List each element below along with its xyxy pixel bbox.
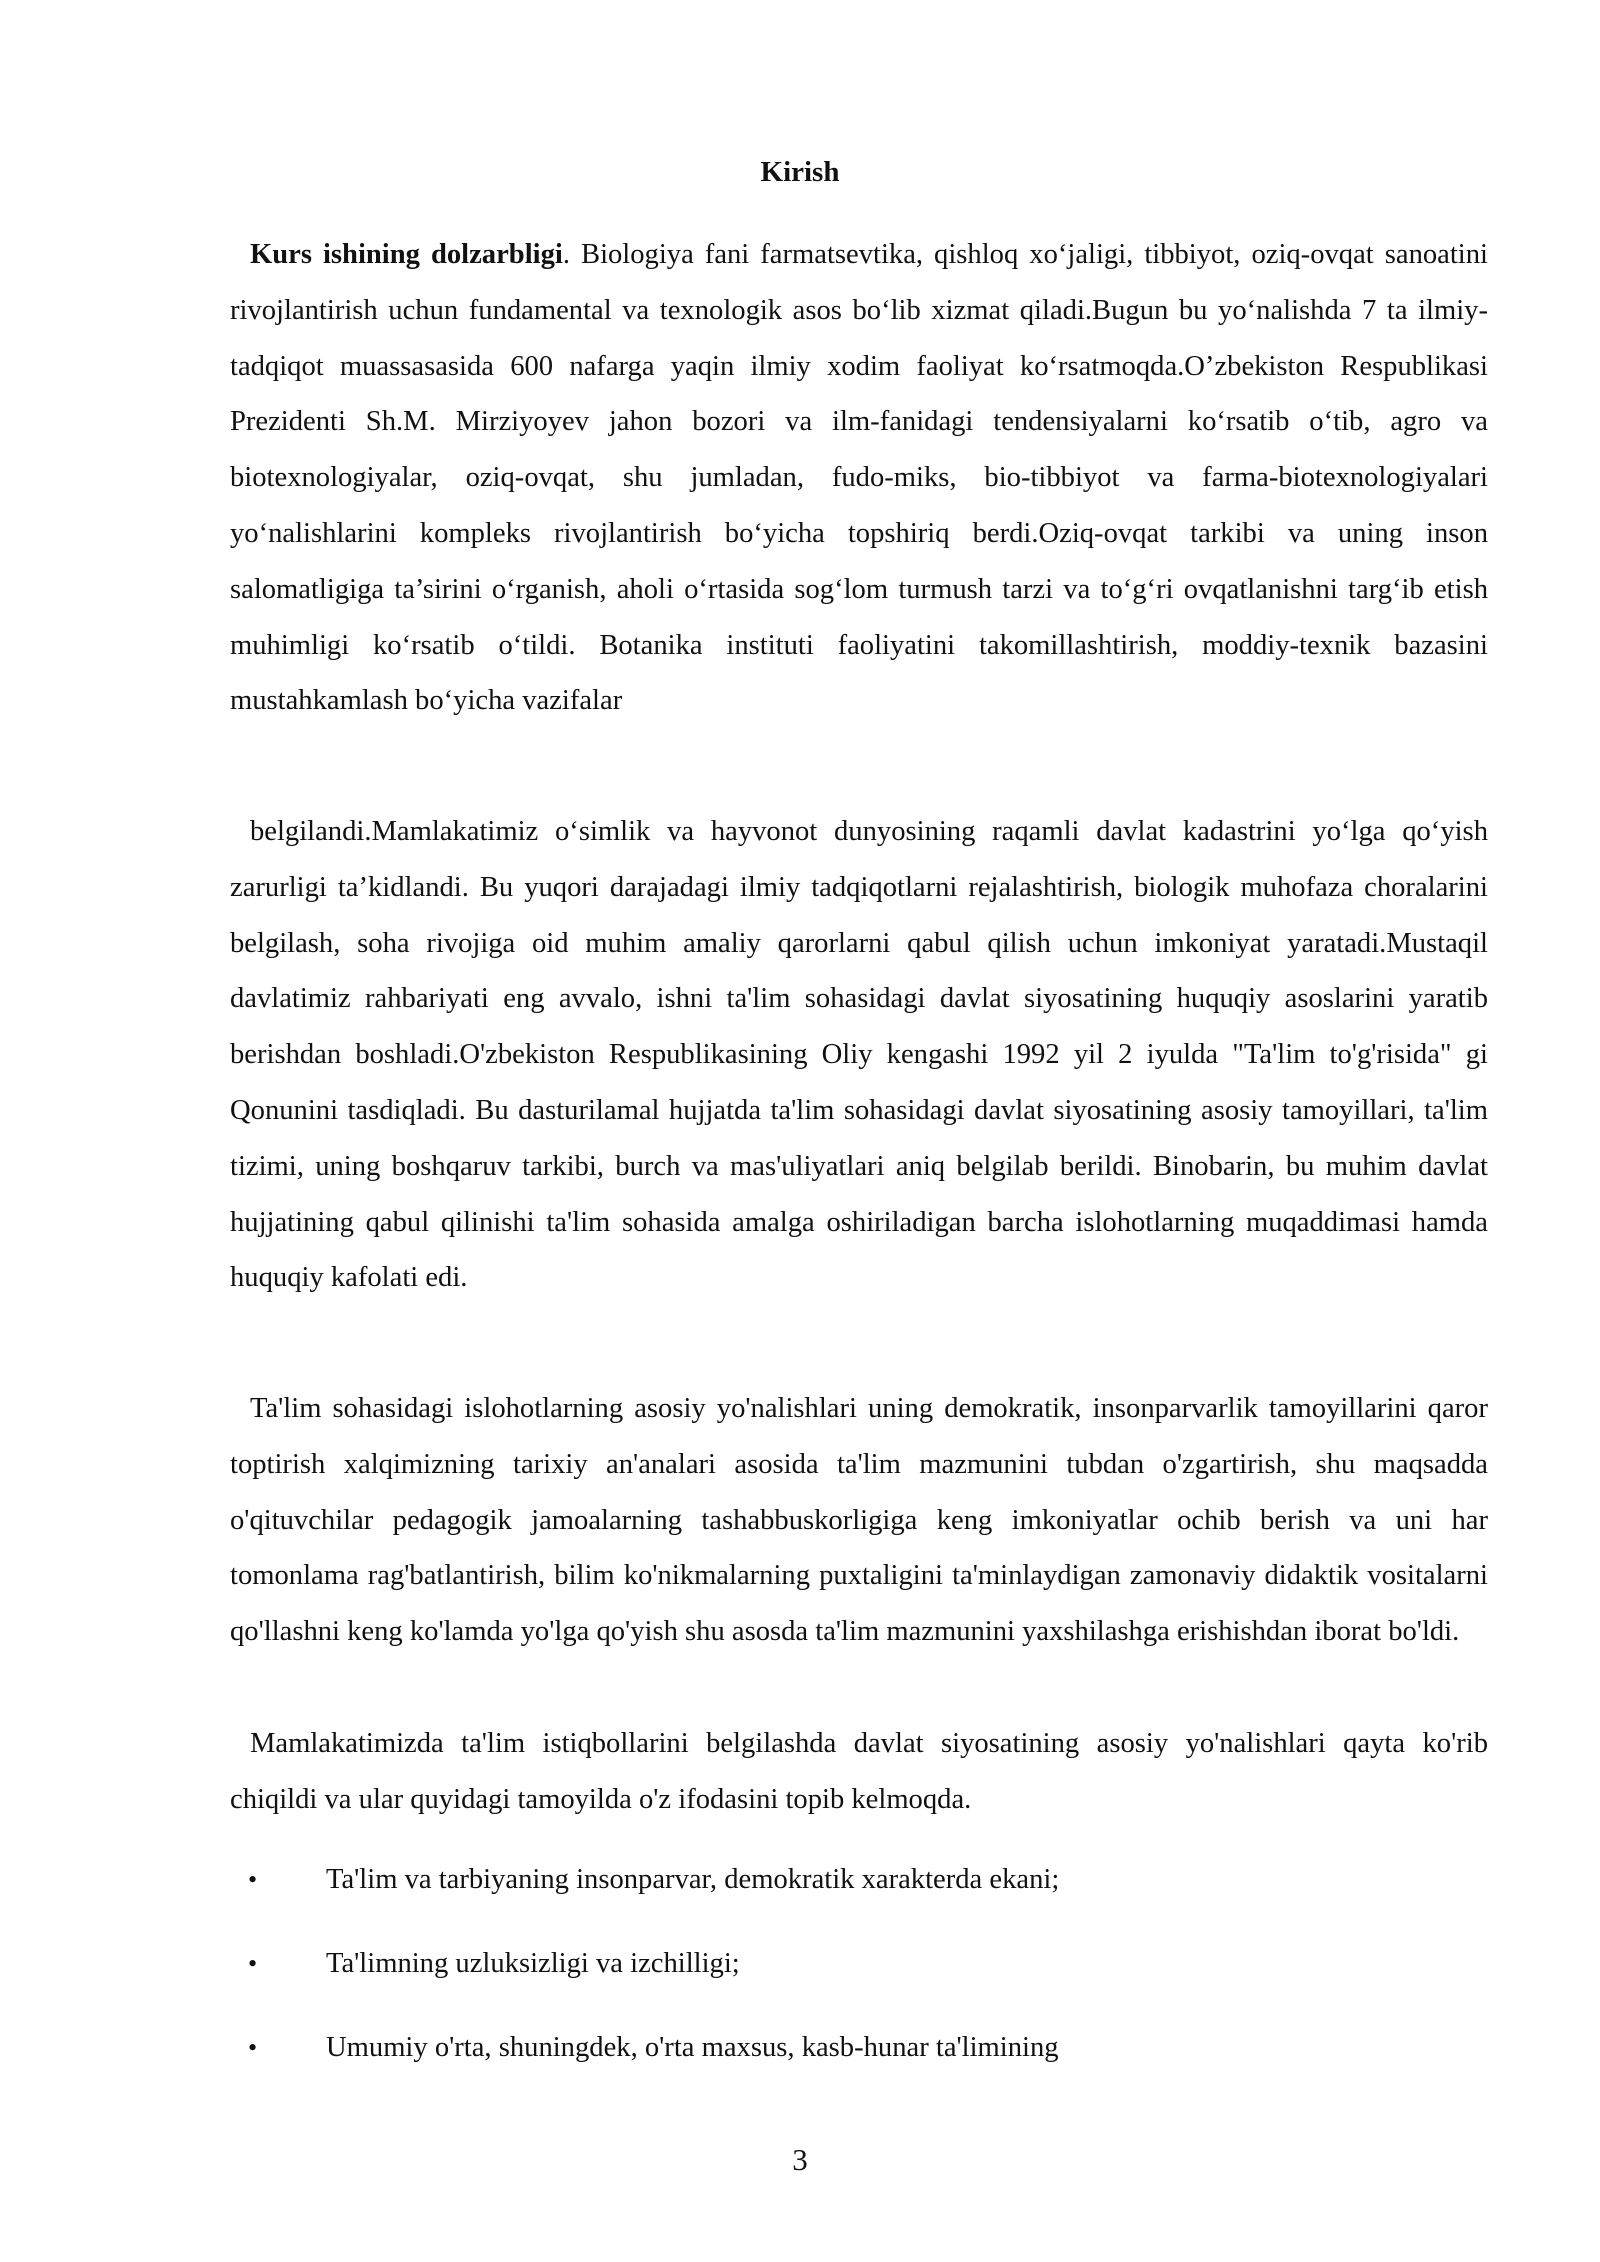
paragraph-text: Mamlakatimizda ta'lim istiqbollarini belgilashda davlat siyosatining asosiy yo'nalishlari qayta ko'rib chiqildi va ular quyidagi tamoyilda o'z ifodasini topib kelmoqda.	[230, 1728, 1488, 1815]
paragraph-education-policy	[230, 804, 1488, 1306]
bullet-icon: •	[248, 1949, 258, 1978]
paragraph-relevance	[230, 227, 1488, 729]
list-item-text: Umumiy o'rta, shuningdek, o'rta maxsus, kasb-hunar ta'limining	[326, 2032, 1059, 2063]
page-number: 3	[792, 2142, 808, 2177]
paragraph-text: . Biologiya fani farmatsevtika, qishloq xo‘jaligi, tibbiyot, oziq-ovqat sanoatini rivojlantirish uchun fundamental va texnologik asos bo‘lib xizmat qiladi.Bugun bu yo‘nalishda 7 ta ilmiy-tadqiqot muassasasida 600 nafarga yaqin ilmiy xodim faoliyat ko‘rsatmoqda.O’zbekiston Respublikasi Prezidenti Sh.M. Mirziyoyev jahon bozori va ilm-fanidagi tendensiyalarni ko‘rsatib o‘tib, agro va biotexnologiyalar, oziq-ovqat, shu jumladan, fudo-miks, bio-tibbiyot va farma-biotexnologiyalari yo‘nalishlarini kompleks rivojlantirish bo‘yicha topshiriq berdi.Oziq-ovqat tarkibi va uning inson salomatligiga ta’sirini o‘rganish, aholi o‘rtasida sog‘lom turmush tarzi va to‘g‘ri ovqatlanishni targ‘ib etish muhimligi ko‘rsatib o‘tildi. Botanika instituti faoliyatini takomillashtirish, moddiy-texnik bazasini mustahkamlash bo‘yicha vazifalar	[230, 239, 1488, 717]
paragraph-principles-intro	[230, 1716, 1488, 1828]
bullet-icon: •	[248, 2033, 258, 2062]
paragraph-lead: Kurs ishining dolzarbligi	[250, 239, 563, 270]
list-item	[0, 1860, 1600, 1944]
list-item	[0, 1944, 1600, 2028]
bullet-icon: •	[248, 1865, 258, 1894]
paragraph-text: belgilandi.Mamlakatimiz o‘simlik va hayvonot dunyosining raqamli davlat kadastrini yo‘lga qo‘yish zarurligi ta’kidlandi. Bu yuqori darajadagi ilmiy tadqiqotlarni rejalashtirish, biologik muhofaza choralarini belgilash, soha rivojiga oid muhim amaliy qarorlarni qabul qilish uchun imkoniyat yaratadi.Mustaqil davlatimiz rahbariyati eng avvalo, ishni ta'lim sohasidagi davlat siyosatining huquqiy asoslarini yaratib berishdan boshladi.O'zbekiston Respublikasining Oliy kengashi 1992 yil 2 iyulda "Ta'lim to'g'risida" gi Qonunini tasdiqladi. Bu dasturilamal hujjatda ta'lim sohasidagi davlat siyosatining asosiy tamoyillari, ta'lim tizimi, uning boshqaruv tarkibi, burch va mas'uliyatlari aniq belgilab berildi. Binobarin, bu muhim davlat hujjatining qabul qilinishi ta'lim sohasida amalga oshiriladigan barcha islohotlarning muqaddimasi hamda huquqiy kafolati edi.	[230, 816, 1488, 1294]
page-title: Kirish	[760, 156, 840, 188]
list-item-text: Ta'limning uzluksizligi va izchilligi;	[326, 1948, 740, 1979]
paragraph-reform-directions	[230, 1381, 1488, 1660]
paragraph-text: Ta'lim sohasidagi islohotlarning asosiy yo'nalishlari uning demokratik, insonparvarlik tamoyillarini qaror toptirish xalqimizning tarixiy an'analari asosida ta'lim mazmunini tubdan o'zgartirish, shu maqsadda o'qituvchilar pedagogik jamoalarning tashabbuskorligiga keng imkoniyatlar ochib berish va uni har tomonlama rag'batlantirish, bilim ko'nikmalarning puxtaligini ta'minlaydigan zamonaviy didaktik vositalarni qo'llashni keng ko'lamda yo'lga qo'yish shu asosda ta'lim mazmunini yaxshilashga erishishdan iborat bo'ldi.	[230, 1393, 1488, 1648]
list-item-text: Ta'lim va tarbiyaning insonparvar, demokratik xarakterda ekani;	[326, 1864, 1060, 1895]
principles-list	[0, 1860, 1600, 2112]
list-item	[0, 2028, 1600, 2112]
